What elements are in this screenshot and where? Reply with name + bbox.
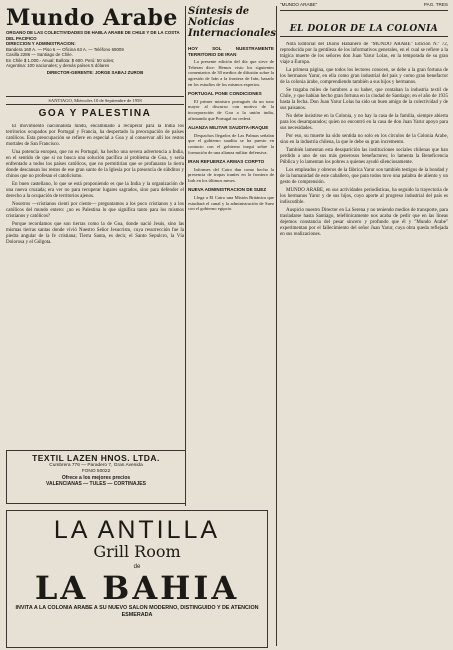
antilla-ad bbox=[6, 510, 268, 648]
masthead bbox=[6, 6, 184, 76]
masthead-address: Bandera 160 A. — Piso 6 — Oficina 63 A. — Teléfono 69009 bbox=[6, 46, 124, 52]
sintesis-headline: Síntesis de Noticias Internacionales bbox=[188, 6, 277, 39]
antilla-ad-grill: Grill Room bbox=[93, 542, 181, 561]
antilla-ad-name: LA ANTILLA bbox=[53, 516, 221, 544]
lazen-ad-phone: FONO 50022 bbox=[81, 469, 111, 474]
right-article-headline: EL DOLOR DE LA COLONIA bbox=[289, 24, 439, 34]
left-article-headline: GOA Y PALESTINA bbox=[38, 108, 152, 119]
news-item-text: El primer ministro portugués da un tono mayor al discurso con motivo de la incorporación de Goa a la unión india, afirmando que Portugal no cederá. bbox=[188, 98, 274, 121]
news-item-text: Llega a El Cairo una Misión Británica que estudiará el canal y la administración de Suez con el gobierno egipcio. bbox=[188, 195, 274, 212]
right-paragraph: La primera página, que todos los lectores conocen, se debe a la gran fortuna de los hermanos Yarur, en ella como gran industrial del país y como gran benefactor de la colonia árabe, comprendiendo también a sus hijos y hermanos. bbox=[280, 68, 448, 85]
antilla-ad-de: de bbox=[133, 564, 141, 570]
lazen-ad-address: Cumbrera 776 — Paradero 7, Gran Avenida bbox=[49, 463, 143, 468]
right-article-body bbox=[280, 42, 448, 646]
masthead-prices-abroad: Argentina: 100 nacionales; y demás países 5 dólares bbox=[6, 63, 110, 68]
lazen-ad-offer: Ofrece a los mejores precios bbox=[61, 475, 131, 481]
news-item-head: HOY SOL NUESTRAMENTE TERRITORIO DE IRAN bbox=[188, 46, 274, 57]
column-rule bbox=[185, 6, 186, 506]
left-paragraph: En buen castellano, lo que se está proponiendo es que la India y la organización de una nueva cruzada; era ver no para recuperar lugares sagrados, sino para defender el derecho a la ocupación de territorios ajenos. bbox=[6, 182, 184, 199]
lazen-ad-title: TEXTIL LAZEN HNOS. LTDA. bbox=[32, 453, 160, 463]
news-item-text: Informes del Cairo dan como hecho la presencia de tropas iraníes en la frontera de Irak en los últimos meses. bbox=[188, 166, 274, 183]
lazen-ad-products: VALENCIANAS — TULES — CORTINAJES bbox=[46, 481, 146, 487]
antilla-ad-invitation: INVITA A LA COLONIA ARABE A SU NUEVO SALON MODERNO, DISTINGUIDO Y DE ATENCION ESMERADA bbox=[15, 605, 259, 618]
news-item-head: IRAN REFUERZA ARMAS CORPTO bbox=[188, 159, 265, 165]
page-header-paper: "MUNDO ARABE" bbox=[280, 2, 318, 7]
masthead-title: Mundo Arabe bbox=[6, 5, 178, 31]
dateline: SANTIAGO, Miércoles 10 de Septiembre de 1958 bbox=[6, 96, 184, 105]
right-paragraph: También lamentan esta desaparición las instituciones sociales chilenas que han perdido a uno de sus más generosos benefactores; lo lamenta la Beneficencia Pública y lo lamentan los pobres a quienes ayudó silenciosamente. bbox=[280, 148, 448, 165]
masthead-admin-label: DIRECCION Y ADMINISTRACION: bbox=[6, 41, 76, 47]
column-rule bbox=[276, 6, 277, 646]
lazen-ad bbox=[6, 450, 186, 504]
header-rule bbox=[280, 10, 448, 11]
left-paragraph: Una potencia europea, que no es Portugal, ha hecho una severa advertencia a India, en el sentido de que si no busca una solución pacífica al problema de Goa, y sería enfrentado a todos los países católicos, que no permitirían que se profanaran la tierra donde descansan los restos de ese gran santo de la Iglesia por la presencia de súbditos y chinos que no profesan el catolicismo. bbox=[6, 150, 184, 179]
page-number: PAG. TRES bbox=[423, 2, 448, 7]
news-item-head: NUEVA ADMINISTRACION DE SUEZ bbox=[188, 187, 267, 193]
left-article-body bbox=[6, 124, 184, 446]
antilla-ad-bahia: LA BAHIA bbox=[34, 569, 240, 607]
right-paragraph: Se tragaba miles de hombres a su haber, que contaban la industria textil de Chile, y que habían hecho gran fortuna en la ciudad de Santiago; en el año de 1935 hasta la fecha. Don Juan Yarur Lolas ha sido un buen amigo de la colectividad y de sus paisanos. bbox=[280, 88, 448, 111]
right-paragraph: Por eso, su muerte ha sido sentida no solo en los círculos de la Colonia Arabe, sino en la industria chilena, la que le debe su gran incremento. bbox=[280, 134, 448, 145]
right-paragraph: Nota Editorial del Diario Habanero de "MUNDO ARABE" Edición N.º 72, reproducida por la gentileza de los informativos generales, en el cual se refiere a la trágica muerte de los señores don Juan Yarur Lolas, en la temporada de su gran viaje a Europa. bbox=[280, 42, 448, 65]
masthead-subtitle: ORGANO DE LAS COLECTIVIDADES DE HABLA ARABE DE CHILE Y DE LA COSTA DEL PACIFICO bbox=[6, 30, 180, 41]
right-paragraph: MUNDO ARABE, en sus actividades periodísticas, ha seguido la trayectoria de los hermanos Yarur y de sus hijos, cuyo aporte al progreso industrial del país es indiscutible. bbox=[280, 188, 448, 205]
news-item-text: La presente edición del día que sirve de Teheran dice: Hemos visto los siguientes comentarios de 30 medios de difusión sobre la agresión de Irán a la frontera de Irán, basado en los estudios de los mismos expertos. bbox=[188, 59, 274, 87]
masthead-prices: En Chile $ 1.000.- Anual; Ballota: $ 600. Perú: 50 soles; bbox=[6, 57, 115, 63]
left-paragraph: Porque recordamos que son tierras como la de Goa, donde nació Jesús, sino las mismas tierras santas donde vivió Nuestro Señor Jesucristo, cuya resurrección fue la piedra angular de la fe cristiana; Tierra Santa, es decir, el Santo Sepulcro, la Vía Dolorosa y el Gólgota. bbox=[6, 222, 184, 245]
headline-rule bbox=[280, 36, 448, 37]
right-paragraph: Los empleados y obreros de la fábrica Yarur son también testigos de la bondad y de la humanidad de este caballero, que para todos tuvo una palabra de aliento y un gesto de comprensión. bbox=[280, 168, 448, 185]
right-paragraph: No debe insistirse en la Colonia, y no hay la casa de la familia, siempre abierta para los desamparados; quien no encontró en la casa de don Juan Yarur apoyo para sus necesidades. bbox=[280, 114, 448, 131]
left-paragraph: Nosotros —cristianos cienti por ciento— preguntamos a los poco cristianos y a los católicos del mundo entero: ¿no es Palestina lo que significa tanto para los mismos cristianos y católicos? bbox=[6, 202, 184, 219]
left-paragraph: El movimiento nacionalista hindú, encaminado a recuperar para la India los territorios ocupados por Portugal y Francia, ha despertado la preocupación de países católicos. Esta preocupación se refiere en especial a Goa y al conservar allí los restos mortales de San Francisco. bbox=[6, 124, 184, 147]
news-item-head: ALIANZA MILITAR SAUDITA-IRAQUE bbox=[188, 125, 269, 131]
news-item-head: PORTUGAL PONE CONDICIONES bbox=[188, 91, 262, 97]
news-item-text: Despachos llegados de Las Palmas señalan que el gobierno saudita se ha puesto en contacto con el gobierno iraquí sobre la formación de una alianza militar defensiva. bbox=[188, 132, 274, 155]
right-paragraph: Auspicio nuestro Director en La Serena y no teniendo medios de transporte, para trasladarse hasta Santiago, telefónicamente nos acaba de pedir que en las líneas dejemos constancia del pesar sincero y profundo que él y "Mundo Arabe" experimentan por el fallecimiento del señor Juan Yarur, cuya obra queda reflejada en sus realizaciones. bbox=[280, 208, 448, 237]
sintesis-body bbox=[188, 42, 274, 504]
masthead-mailbox: Casilla 2286 — Santiago de Chile. bbox=[6, 52, 73, 58]
page-header bbox=[280, 2, 448, 7]
masthead-director: DIRECTOR-GERENTE: JORGE SABAJ ZUROB bbox=[46, 70, 144, 76]
